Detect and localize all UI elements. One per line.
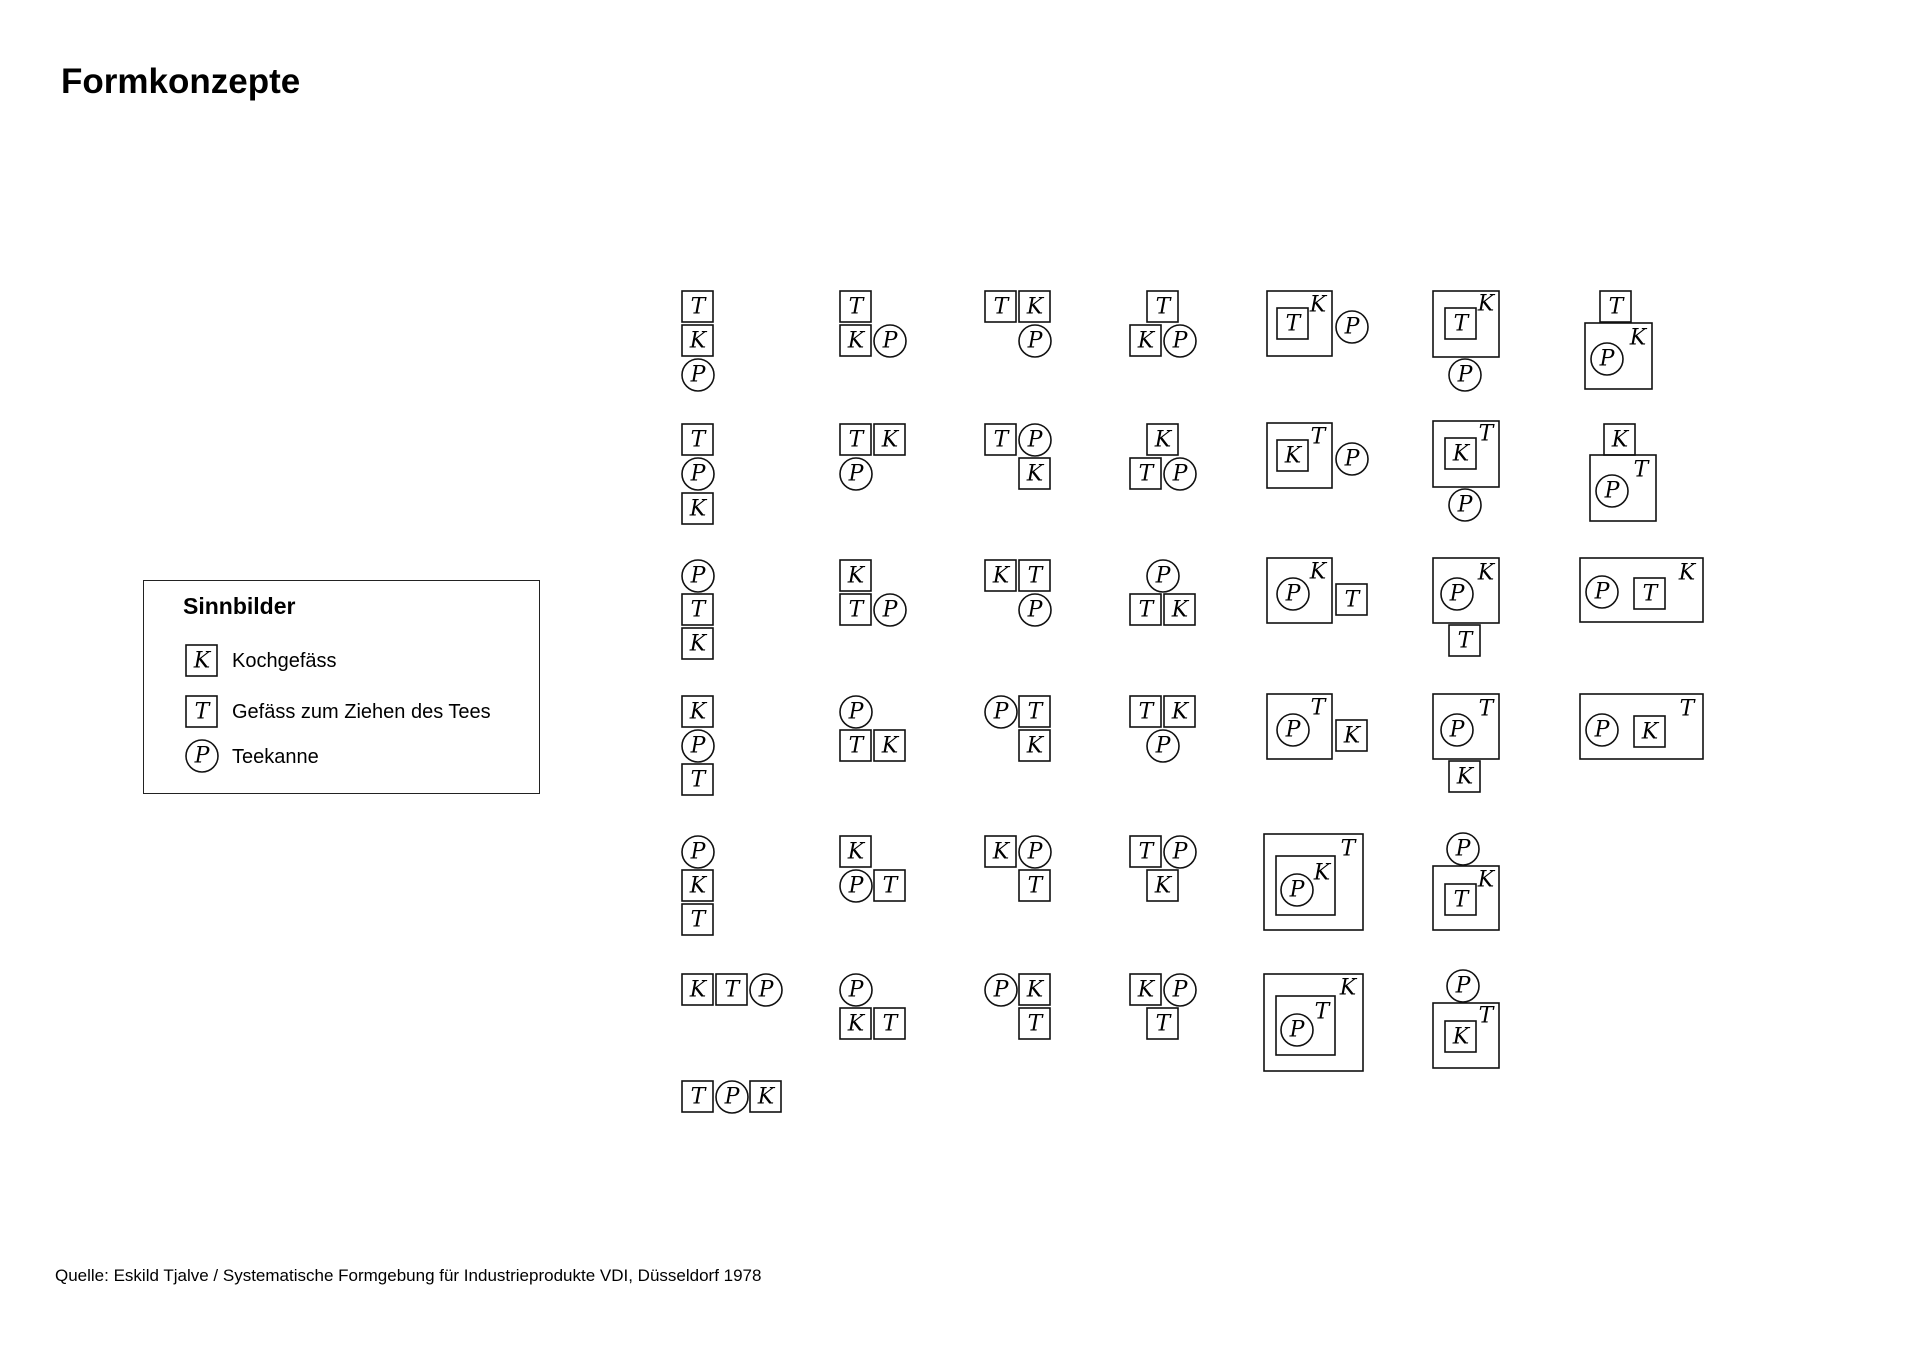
symbol-square-k	[874, 424, 905, 455]
symbol-square-t	[1445, 884, 1476, 915]
symbol-square-t	[1147, 1008, 1178, 1039]
symbol-letter-t: T	[1138, 699, 1154, 725]
symbol-letter-k: K	[1154, 427, 1172, 453]
symbol-letter-k: K	[1026, 461, 1044, 487]
symbol-square-k	[1445, 1021, 1476, 1052]
symbol-letter-t: T	[724, 977, 740, 1003]
symbol-circle-p	[682, 560, 714, 592]
symbol-letter-k: K	[689, 977, 707, 1003]
symbol-square-k	[840, 560, 871, 591]
symbol-circle-p	[716, 1081, 748, 1113]
symbol-letter-t: T	[993, 427, 1009, 453]
symbol-circle-p	[1164, 836, 1196, 868]
symbol-letter-t: T	[882, 873, 898, 899]
symbol-circle-p	[682, 458, 714, 490]
symbol-letter-k: K	[1477, 291, 1495, 317]
symbol-square-k	[840, 1008, 871, 1039]
symbol-letter-k: K	[1309, 292, 1327, 318]
symbol-letter-k: K	[1678, 560, 1696, 586]
legend-label-teekanne: Teekanne	[232, 746, 319, 768]
symbol-letter-k: K	[1284, 443, 1302, 469]
symbol-letter-t: T	[690, 767, 706, 793]
symbol-square-k	[1277, 440, 1308, 471]
symbol-letter-t: T	[690, 597, 706, 623]
symbol-circle-p	[1164, 974, 1196, 1006]
symbol-letter-k: K	[992, 563, 1010, 589]
symbol-square-k	[874, 730, 905, 761]
symbol-circle-p	[1019, 836, 1051, 868]
symbol-square-k	[840, 836, 871, 867]
symbol-square-t	[874, 1008, 905, 1039]
symbol-square-k	[1130, 974, 1161, 1005]
symbol-letter-p: P	[690, 461, 706, 487]
symbol-letter-k: K	[1452, 1024, 1470, 1050]
symbol-square-k	[1604, 424, 1635, 455]
symbol-square-t	[1449, 625, 1480, 656]
symbol-letter-k: K	[847, 839, 865, 865]
symbol-square-k	[682, 493, 713, 524]
symbol-square-t	[1600, 291, 1631, 322]
symbol-letter-t: T	[1138, 461, 1154, 487]
symbol-circle-p	[1447, 970, 1479, 1002]
symbol-letter-p: P	[690, 362, 706, 388]
symbol-letter-t: T	[848, 597, 864, 623]
symbol-square-k	[682, 870, 713, 901]
symbol-square-t	[985, 291, 1016, 322]
symbol-circle-p	[682, 359, 714, 391]
symbol-letter-t: T	[1478, 1003, 1494, 1029]
symbol-letter-p: P	[1449, 581, 1465, 607]
symbol-letter-t: T	[1478, 696, 1494, 722]
symbol-letter-k: K	[689, 631, 707, 657]
symbol-letter-p: P	[1594, 717, 1610, 743]
symbol-circle-p	[1586, 714, 1618, 746]
source-citation: Quelle: Eskild Tjalve / Systematische Formgebung für Industrieprodukte VDI, Düsseldorf 1978	[55, 1266, 762, 1285]
symbol-letter-p: P	[1599, 346, 1615, 372]
symbol-letter-t: T	[1340, 836, 1356, 862]
symbol-letter-t: T	[1138, 597, 1154, 623]
symbol-letter-k: K	[1137, 328, 1155, 354]
symbol-letter-t: T	[690, 294, 706, 320]
symbol-letter-t: T	[1155, 1011, 1171, 1037]
symbol-circle-p	[1277, 578, 1309, 610]
symbol-circle-p	[874, 325, 906, 357]
symbol-circle-p	[1447, 833, 1479, 865]
symbol-letter-p: P	[1604, 478, 1620, 504]
symbol-letter-p: P	[848, 699, 864, 725]
symbol-letter-k: K	[1026, 294, 1044, 320]
symbol-letter-p: P	[1449, 717, 1465, 743]
symbol-square-k	[840, 325, 871, 356]
symbol-circle-p	[1591, 343, 1623, 375]
symbol-circle-p	[1019, 325, 1051, 357]
symbol-letter-p: P	[1594, 579, 1610, 605]
symbol-letter-k: K	[689, 496, 707, 522]
symbol-circle-p	[985, 696, 1017, 728]
symbol-square-k	[1336, 720, 1367, 751]
symbol-letter-t: T	[690, 1084, 706, 1110]
symbol-circle-p	[1019, 594, 1051, 626]
symbol-letter-p: P	[1155, 733, 1171, 759]
symbol-square-k	[1164, 594, 1195, 625]
symbol-square-k	[1634, 716, 1665, 747]
symbol-letter-k: K	[881, 427, 899, 453]
symbol-letter-k: K	[847, 1011, 865, 1037]
symbol-letter-p: P	[882, 328, 898, 354]
symbol-square-t	[1019, 870, 1050, 901]
symbol-square-t	[682, 1081, 713, 1112]
symbol-letter-t: T	[194, 699, 210, 725]
legend-label-kochgefaess: Kochgefäss	[232, 650, 337, 672]
symbol-circle-p	[1019, 424, 1051, 456]
symbol-letter-p: P	[848, 461, 864, 487]
symbol-letter-k: K	[1171, 597, 1189, 623]
symbol-letter-p: P	[1027, 328, 1043, 354]
symbol-letter-t: T	[1679, 696, 1695, 722]
symbol-square-t	[1019, 560, 1050, 591]
symbol-circle-p	[682, 730, 714, 762]
symbol-square-k	[682, 325, 713, 356]
symbol-letter-k: K	[1477, 867, 1495, 893]
symbol-letter-k: K	[1343, 723, 1361, 749]
symbol-letter-k: K	[1629, 325, 1647, 351]
symbol-square-k	[682, 628, 713, 659]
symbol-square-t	[682, 291, 713, 322]
symbol-circle-p	[1596, 475, 1628, 507]
symbol-letter-p: P	[1344, 446, 1360, 472]
symbol-letter-p: P	[194, 743, 210, 769]
symbol-square-k	[1019, 730, 1050, 761]
symbol-square-t	[840, 291, 871, 322]
symbol-letter-t: T	[1310, 424, 1326, 450]
symbol-letter-t: T	[1155, 294, 1171, 320]
symbol-letter-k: K	[1154, 873, 1172, 899]
symbol-square-t	[840, 730, 871, 761]
symbol-letter-t: T	[1310, 695, 1326, 721]
symbol-circle-p	[840, 974, 872, 1006]
symbol-square-k	[985, 560, 1016, 591]
symbol-square-k	[1449, 761, 1480, 792]
symbol-letter-k: K	[1456, 764, 1474, 790]
symbol-square-t	[840, 594, 871, 625]
symbol-letter-p: P	[1027, 597, 1043, 623]
symbol-letter-t: T	[1138, 839, 1154, 865]
symbol-letter-t: T	[1642, 581, 1658, 607]
symbol-letter-t: T	[1344, 587, 1360, 613]
symbol-square-t	[1130, 696, 1161, 727]
symbol-circle-p	[1586, 576, 1618, 608]
symbol-circle-p	[985, 974, 1017, 1006]
symbol-square-k	[1164, 696, 1195, 727]
symbol-circle-p	[1147, 730, 1179, 762]
symbol-letter-k: K	[757, 1084, 775, 1110]
symbol-letter-k: K	[992, 839, 1010, 865]
symbol-letter-p: P	[690, 733, 706, 759]
symbol-square-t	[985, 424, 1016, 455]
symbol-letter-t: T	[882, 1011, 898, 1037]
symbol-letter-t: T	[690, 907, 706, 933]
symbol-letter-t: T	[1608, 294, 1624, 320]
symbol-circle-p	[750, 974, 782, 1006]
symbol-letter-p: P	[848, 873, 864, 899]
symbol-letter-k: K	[1339, 975, 1357, 1001]
symbol-square-t	[716, 974, 747, 1005]
symbol-circle-p	[840, 870, 872, 902]
symbol-letter-p: P	[882, 597, 898, 623]
symbol-circle-p	[840, 696, 872, 728]
symbol-letter-p: P	[1027, 839, 1043, 865]
symbol-letter-t: T	[1478, 421, 1494, 447]
symbol-circle-p	[1449, 359, 1481, 391]
symbol-letter-t: T	[1027, 699, 1043, 725]
symbol-letter-p: P	[690, 563, 706, 589]
symbol-letter-t: T	[848, 427, 864, 453]
symbol-circle-p	[1164, 325, 1196, 357]
symbol-square-t	[682, 904, 713, 935]
symbol-letter-p: P	[1457, 362, 1473, 388]
symbol-letter-t: T	[690, 427, 706, 453]
symbol-square-k	[1019, 974, 1050, 1005]
symbol-letter-p: P	[1289, 1017, 1305, 1043]
symbol-letter-t: T	[1027, 873, 1043, 899]
symbol-letter-t: T	[1633, 457, 1649, 483]
symbol-square-k	[682, 696, 713, 727]
symbol-letter-p: P	[1455, 973, 1471, 999]
symbol-letter-p: P	[1457, 492, 1473, 518]
symbol-circle-p	[1441, 578, 1473, 610]
symbol-letter-k: K	[1309, 559, 1327, 585]
symbol-square-t	[1019, 1008, 1050, 1039]
symbol-square-k	[1445, 438, 1476, 469]
symbol-circle-p	[682, 836, 714, 868]
symbol-letter-p: P	[1344, 314, 1360, 340]
symbol-letter-p: P	[848, 977, 864, 1003]
symbol-letter-k: K	[689, 699, 707, 725]
symbol-letter-k: K	[1313, 860, 1331, 886]
symbol-square-t	[1147, 291, 1178, 322]
symbol-letter-k: K	[847, 328, 865, 354]
symbol-square-t	[874, 870, 905, 901]
symbol-square-t	[1277, 308, 1308, 339]
symbol-letter-k: K	[847, 563, 865, 589]
symbol-square-k	[1019, 291, 1050, 322]
symbol-letter-p: P	[690, 839, 706, 865]
symbol-circle-p	[1277, 714, 1309, 746]
symbol-letter-p: P	[1172, 328, 1188, 354]
symbol-square-t	[1445, 308, 1476, 339]
symbol-circle-p	[874, 594, 906, 626]
symbol-letter-k: K	[1641, 719, 1659, 745]
symbol-letter-p: P	[1172, 977, 1188, 1003]
symbol-circle-p	[1281, 1014, 1313, 1046]
symbol-square-t	[682, 594, 713, 625]
symbol-letter-p: P	[993, 977, 1009, 1003]
symbol-square-t	[682, 424, 713, 455]
symbol-square-k	[985, 836, 1016, 867]
symbol-square-t	[1634, 578, 1665, 609]
symbol-letter-t: T	[1453, 311, 1469, 337]
symbol-circle-p	[1336, 311, 1368, 343]
symbol-letter-t: T	[1027, 1011, 1043, 1037]
symbol-letter-k: K	[1477, 560, 1495, 586]
symbol-letter-k: K	[689, 328, 707, 354]
symbol-letter-p: P	[724, 1084, 740, 1110]
symbol-letter-t: T	[1453, 887, 1469, 913]
legend-label-gefaess-ziehen: Gefäss zum Ziehen des Tees	[232, 701, 491, 723]
symbol-square-t	[1019, 696, 1050, 727]
symbol-letter-k: K	[1611, 427, 1629, 453]
symbol-letter-p: P	[993, 699, 1009, 725]
symbol-letter-k: K	[1171, 699, 1189, 725]
symbol-letter-p: P	[1285, 717, 1301, 743]
symbol-letter-t: T	[848, 294, 864, 320]
symbol-square-k	[682, 974, 713, 1005]
symbol-letter-t: T	[1285, 311, 1301, 337]
symbol-circle-p	[1441, 714, 1473, 746]
symbol-circle-p	[1336, 443, 1368, 475]
symbol-letter-k: K	[1026, 977, 1044, 1003]
symbol-square-k	[1147, 870, 1178, 901]
symbol-letter-k: K	[1452, 441, 1470, 467]
symbol-letter-p: P	[1289, 877, 1305, 903]
symbol-letter-t: T	[1314, 999, 1330, 1025]
symbol-letter-p: P	[758, 977, 774, 1003]
symbol-square-t	[1130, 836, 1161, 867]
symbol-square-t	[682, 764, 713, 795]
legend-heading: Sinnbilder	[183, 593, 296, 619]
symbol-circle-p	[1164, 458, 1196, 490]
symbol-circle-p	[1147, 560, 1179, 592]
symbol-circle-p	[1449, 489, 1481, 521]
symbol-square-t	[1130, 458, 1161, 489]
symbol-square-t	[1336, 584, 1367, 615]
symbol-letter-k: K	[689, 873, 707, 899]
symbol-letter-k: K	[193, 648, 211, 674]
symbol-letter-p: P	[1155, 563, 1171, 589]
symbol-letter-p: P	[1172, 461, 1188, 487]
symbol-letter-p: P	[1455, 836, 1471, 862]
symbol-letter-t: T	[1457, 628, 1473, 654]
page-title: Formkonzepte	[61, 62, 301, 101]
symbol-letter-t: T	[1027, 563, 1043, 589]
symbol-circle-p	[1281, 874, 1313, 906]
symbol-letter-t: T	[993, 294, 1009, 320]
symbol-square-k	[1130, 325, 1161, 356]
symbol-square-k	[1147, 424, 1178, 455]
symbol-letter-t: T	[848, 733, 864, 759]
symbol-letter-k: K	[1137, 977, 1155, 1003]
symbol-letter-p: P	[1172, 839, 1188, 865]
symbol-square-k	[750, 1081, 781, 1112]
symbol-square-k	[1019, 458, 1050, 489]
symbol-circle-p	[840, 458, 872, 490]
symbol-letter-k: K	[881, 733, 899, 759]
symbol-square-t	[840, 424, 871, 455]
symbol-letter-p: P	[1027, 427, 1043, 453]
symbol-letter-p: P	[1285, 581, 1301, 607]
symbol-square-t	[1130, 594, 1161, 625]
symbol-letter-k: K	[1026, 733, 1044, 759]
